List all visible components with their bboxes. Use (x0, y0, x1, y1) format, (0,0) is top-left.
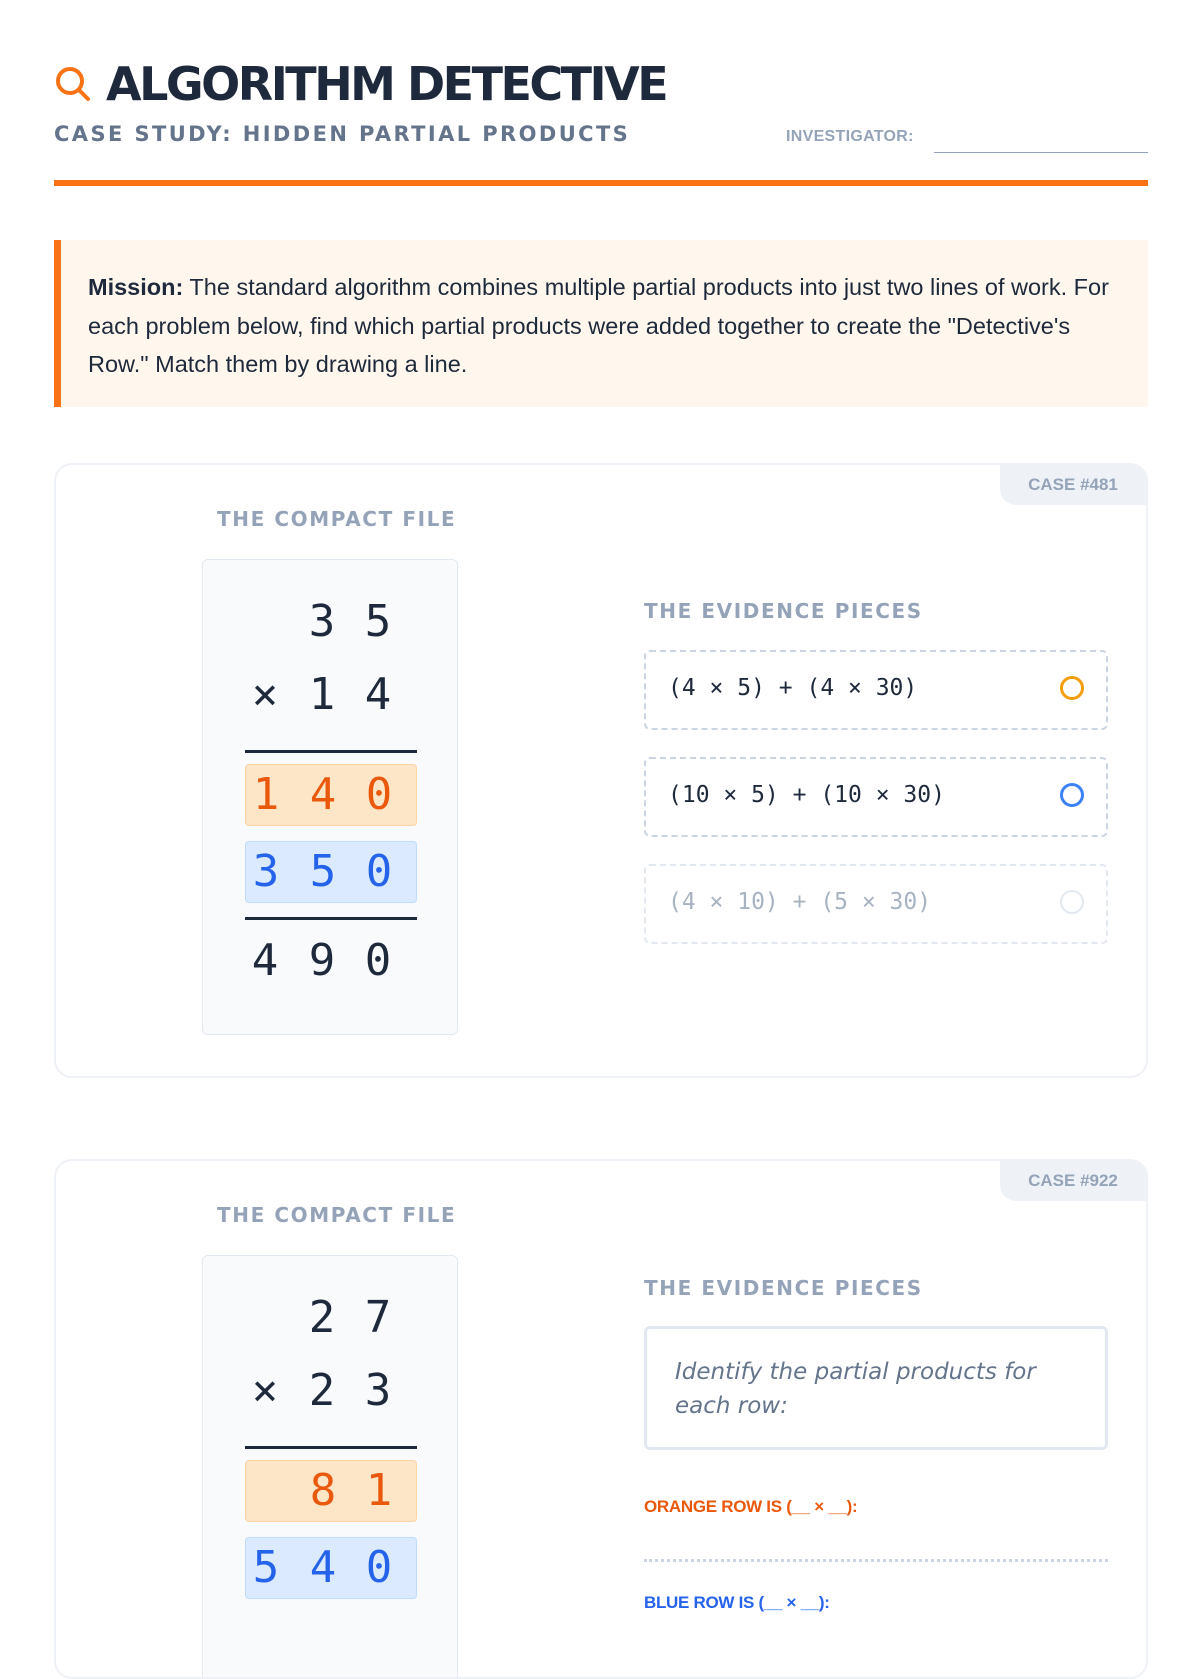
multiplier-row (245, 1361, 417, 1423)
instruction-box (644, 1326, 1108, 1450)
digit: 5 (309, 846, 337, 897)
evidence-label: THE EVIDENCE PIECES (644, 599, 923, 623)
compact-file-panel (202, 559, 458, 1035)
compact-file-panel (202, 1255, 458, 1679)
digit: 7 (364, 1292, 392, 1343)
digit: 9 (308, 935, 336, 986)
case-number-badge: CASE #922 (1000, 1161, 1146, 1201)
digit: 1 (365, 1465, 393, 1516)
compact-file-label: THE COMPACT FILE (217, 1203, 457, 1227)
compact-file-label: THE COMPACT FILE (217, 507, 457, 531)
digit: 4 (309, 769, 337, 820)
digit: 1 (308, 669, 336, 720)
case-card (54, 463, 1148, 1078)
evidence-piece[interactable] (644, 864, 1108, 944)
digit: 4 (251, 935, 279, 986)
multiplicand-row (245, 1288, 417, 1350)
sum-rule (245, 917, 417, 920)
evidence-expression: (4 × 10) + (5 × 30) (668, 889, 932, 915)
digit: 3 (364, 1365, 392, 1416)
mission-body: The standard algorithm combines multiple partial products into just two lines of work. For each problem below, find which partial products were added together to create the "Detective's Row." Match them by drawing a line. (88, 274, 1109, 377)
multiplicand-row (245, 592, 417, 654)
mission-box (54, 240, 1148, 407)
page-title: ALGORITHM DETECTIVE (106, 57, 667, 111)
orange-row-label: ORANGE ROW IS (__ × __): (644, 1497, 858, 1516)
investigator-label: INVESTIGATOR: (786, 128, 914, 145)
digit: 5 (252, 1542, 280, 1593)
multiplier-row (245, 665, 417, 727)
digit: 0 (364, 935, 392, 986)
mission-text (88, 268, 1118, 384)
product-rule (245, 1446, 417, 1449)
evidence-piece[interactable] (644, 757, 1108, 837)
mission-label: Mission: (88, 274, 184, 300)
digit: 2 (308, 1365, 336, 1416)
orange-row-answer-line[interactable] (644, 1559, 1108, 1562)
match-dot-icon[interactable] (1060, 890, 1084, 914)
match-dot-icon[interactable] (1060, 676, 1084, 700)
evidence-label: THE EVIDENCE PIECES (644, 1276, 923, 1300)
evidence-expression: (10 × 5) + (10 × 30) (668, 782, 945, 808)
digit: 3 (252, 846, 280, 897)
evidence-piece[interactable] (644, 650, 1108, 730)
digit: 4 (364, 669, 392, 720)
digit: 1 (252, 769, 280, 820)
times-sign: × (251, 669, 279, 720)
orange-partial-row (245, 764, 417, 826)
case-card (54, 1159, 1148, 1679)
digit: 0 (365, 769, 393, 820)
digit: 3 (308, 596, 336, 647)
instruction-text: Identify the partial products for each row: (675, 1359, 1036, 1419)
page-subtitle: CASE STUDY: HIDDEN PARTIAL PRODUCTS (54, 122, 631, 146)
digit: 8 (309, 1465, 337, 1516)
case-number-badge: CASE #481 (1000, 465, 1146, 505)
title-row (54, 58, 666, 110)
magnifying-glass-icon (54, 65, 92, 103)
digit: 2 (308, 1292, 336, 1343)
blue-row-label: BLUE ROW IS (__ × __): (644, 1593, 830, 1612)
header-divider (54, 180, 1148, 186)
match-dot-icon[interactable] (1060, 783, 1084, 807)
product-rule (245, 750, 417, 753)
blue-partial-row (245, 1537, 417, 1599)
times-sign: × (251, 1365, 279, 1416)
result-row (245, 931, 417, 993)
digit: 0 (365, 1542, 393, 1593)
evidence-expression: (4 × 5) + (4 × 30) (668, 675, 918, 701)
digit: 5 (364, 596, 392, 647)
investigator-name-field[interactable] (934, 152, 1148, 153)
orange-partial-row (245, 1460, 417, 1522)
blue-partial-row (245, 841, 417, 903)
digit: 0 (365, 846, 393, 897)
digit: 4 (309, 1542, 337, 1593)
